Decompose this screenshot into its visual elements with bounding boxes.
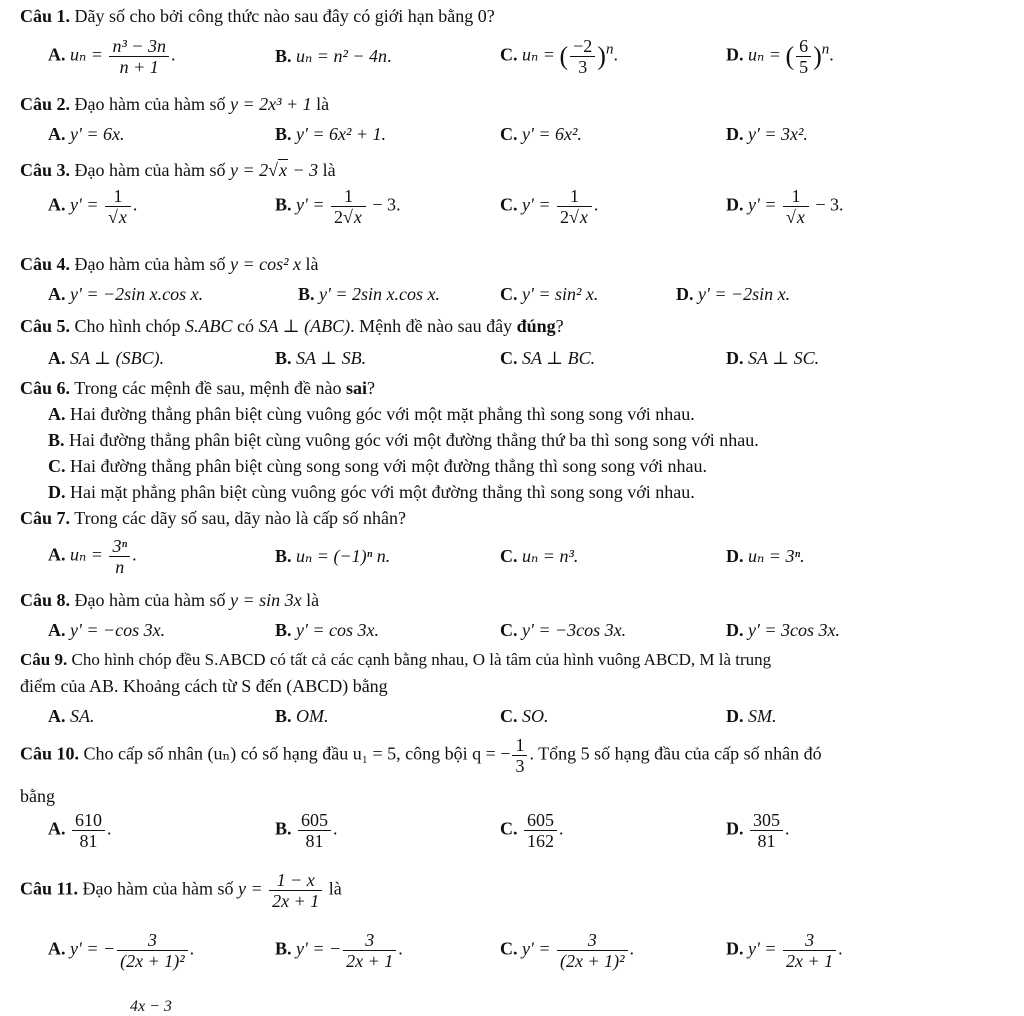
question-5: Câu 5. Cho hình chóp S.ABC có SA ⊥ (ABC). Mệnh đề nào sau đây đúng? <box>20 316 564 336</box>
q8-option-a: A. y' = −cos 3x. <box>48 620 166 640</box>
q2-option-d: D. y' = 3x². <box>726 124 808 144</box>
q8-option-b: B. y' = cos 3x. <box>275 620 379 640</box>
q1-option-d: D. uₙ = ( $\frac{6}{5}$ )$^n$. <box>726 36 834 77</box>
q4-option-b: B. y' = 2sin x.cos x. <box>298 284 440 304</box>
q10-option-c: C. $\frac{605}{162}$ . <box>500 810 564 851</box>
q9-option-c: C. SO. <box>500 706 549 726</box>
q11-option-a: A. y' = − $\frac{3}{\text{(2x + 1)²}}$ . <box>48 930 195 971</box>
q3-option-b: B. y' = $\frac{1}{2√x}$ − 3. <box>275 186 401 227</box>
q4-option-c: C. y' = sin² x. <box>500 284 599 304</box>
question-label: Câu 1. <box>20 6 71 26</box>
q5-option-d: D. SA ⊥ SC. <box>726 348 820 368</box>
question-4: Câu 4. Đạo hàm của hàm số y = cos² x là <box>20 254 319 274</box>
q4-option-d: D. y' = −2sin x. <box>676 284 791 304</box>
q10-option-d: D. $\frac{305}{81}$ . <box>726 810 790 851</box>
q7-option-c: C. uₙ = n³. <box>500 546 579 566</box>
question-9: Câu 9. Cho hình chóp đều S.ABCD có tất cả các cạnh bằng nhau, O là tâm của hình vuông ABCD, M là trung <box>20 650 772 669</box>
q6-option-c: C. Hai đường thẳng phân biệt cùng song song với một đường thẳng thì song song với nhau. <box>48 456 708 476</box>
q6-option-b: B. Hai đường thẳng phân biệt cùng vuông góc với một đường thẳng thứ ba thì song song với nhau. <box>48 430 759 450</box>
q5-option-b: B. SA ⊥ SB. <box>275 348 367 368</box>
q8-option-c: C. y' = −3cos 3x. <box>500 620 627 640</box>
question-10: Câu 10. Cho cấp số nhân (uₙ) có số hạng đầu u₁ = 5, công bội q = − $\frac{1}{3}$ . Tổng 5 số hạng đầu của cấp số nhân đó <box>20 735 822 776</box>
q1-option-b: B. uₙ = n² − 4n. <box>275 46 392 66</box>
q11-option-d: D. y' = $\frac{3}{2x + 1}$ . <box>726 930 843 971</box>
q1-option-a: A. uₙ = $\frac{\text{n³ − 3n}}{n + 1}$ . <box>48 36 176 77</box>
question-6: Câu 6. Trong các mệnh đề sau, mệnh đề nào sai? <box>20 378 375 398</box>
question-3: Câu 3. Đạo hàm của hàm số y = 2√x − 3 là <box>20 160 336 180</box>
q3-option-c: C. y' = $\frac{1}{2√x}$ . <box>500 186 599 227</box>
q10-option-b: B. $\frac{605}{81}$ . <box>275 810 338 851</box>
question-2: Câu 2. Đạo hàm của hàm số y = 2x³ + 1 là <box>20 94 330 114</box>
q4-option-a: A. y' = −2sin x.cos x. <box>48 284 204 304</box>
question-7: Câu 7. Trong các dãy số sau, dãy nào là cấp số nhân? <box>20 508 406 528</box>
question-9-line2: điểm của AB. Khoảng cách từ S đến (ABCD) bằng <box>20 676 388 696</box>
question-8: Câu 8. Đạo hàm của hàm số y = sin 3x là <box>20 590 320 610</box>
q2-option-c: C. y' = 6x². <box>500 124 582 144</box>
q9-option-d: D. SM. <box>726 706 777 726</box>
question-1 <box>20 6 495 26</box>
q6-option-d: D. Hai mặt phẳng phân biệt cùng vuông góc với một đường thẳng thì song song với nhau. <box>48 482 695 502</box>
q11-option-b: B. y' = − $\frac{3}{2x + 1}$ . <box>275 930 403 971</box>
question-10-line2: bằng <box>20 786 55 806</box>
question-11: Câu 11. Đạo hàm của hàm số y = $\frac{1 - x}{2x + 1}$ là <box>20 870 342 911</box>
q3-option-d: D. y' = $\frac{1}{√x}$ − 3. <box>726 186 844 227</box>
q5-option-c: C. SA ⊥ BC. <box>500 348 596 368</box>
q2-option-a: A. y' = 6x. <box>48 124 125 144</box>
q9-option-b: B. OM. <box>275 706 329 726</box>
q7-option-a: A. uₙ = $\frac{\text{3ⁿ}}{n}$ . <box>48 536 137 577</box>
q11-option-c: C. y' = $\frac{3}{\text{(2x + 1)²}}$ . <box>500 930 635 971</box>
q8-option-d: D. y' = 3cos 3x. <box>726 620 840 640</box>
q5-option-a: A. SA ⊥ (SBC). <box>48 348 165 368</box>
question-text: Dãy số cho bởi công thức nào sau đây có giới hạn bằng 0? <box>74 6 495 26</box>
q10-option-a: A. $\frac{610}{81}$ . <box>48 810 112 851</box>
q7-option-b: B. uₙ = (−1)ⁿ n. <box>275 546 391 566</box>
q3-option-a: A. y' = $\frac{1}{√x}$ . <box>48 186 138 227</box>
q2-option-b: B. y' = 6x² + 1. <box>275 124 387 144</box>
cutoff-fragment: 4x − 3 <box>130 998 172 1015</box>
q1-option-c: C. uₙ = ( $\frac{-2}{3}$ )$^n$. <box>500 36 618 77</box>
q9-option-a: A. SA. <box>48 706 95 726</box>
q7-option-d: D. uₙ = 3ⁿ. <box>726 546 805 566</box>
q6-option-a: A. Hai đường thẳng phân biệt cùng vuông góc với một mặt phẳng thì song song với nhau. <box>48 404 695 424</box>
